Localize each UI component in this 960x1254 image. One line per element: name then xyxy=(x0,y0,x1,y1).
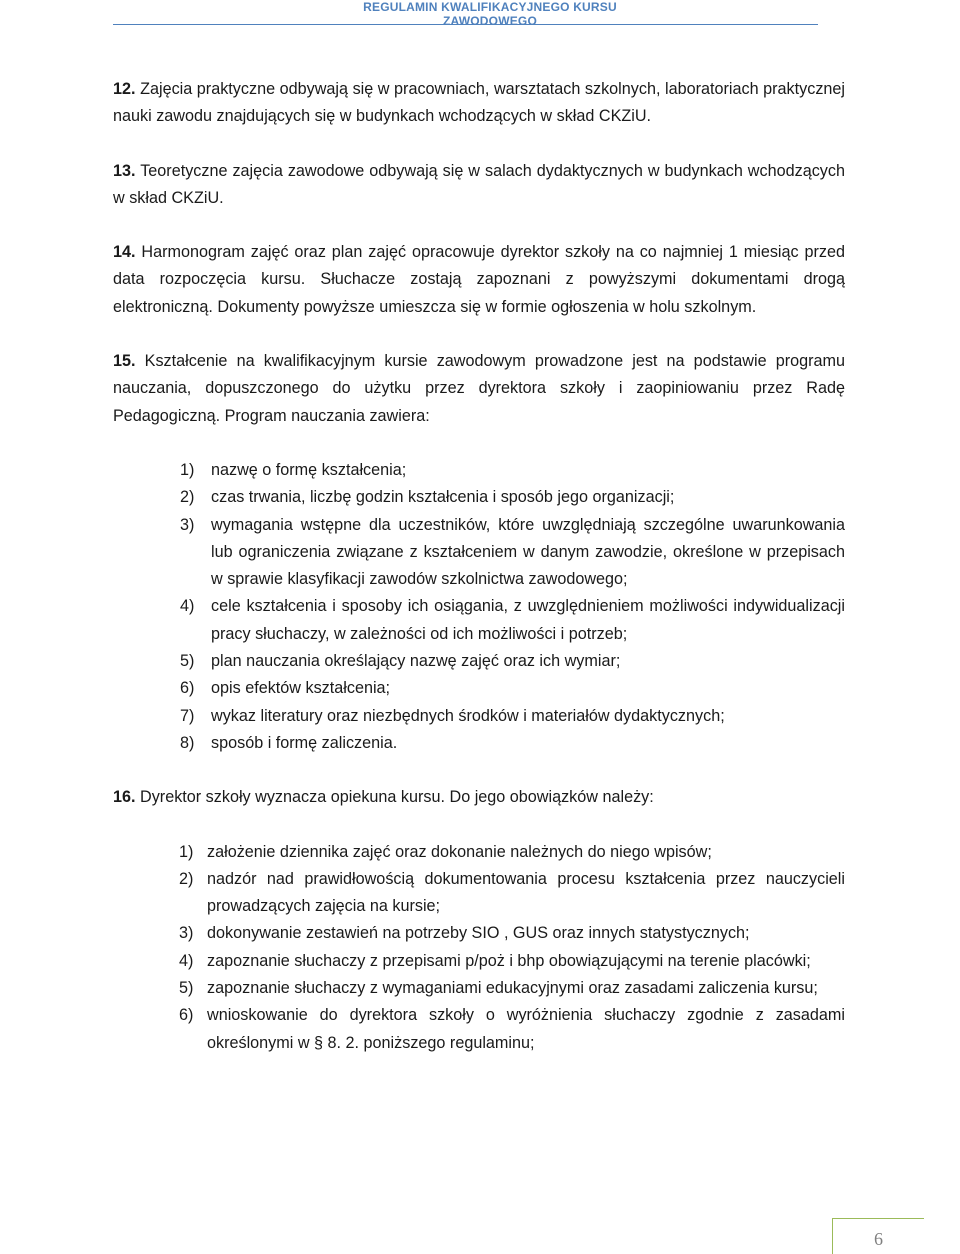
section-number: 13. xyxy=(113,161,136,180)
list-marker: 7) xyxy=(180,706,195,725)
list-item xyxy=(113,593,845,648)
list-marker: 3) xyxy=(179,924,194,943)
list-item-text: czas trwania, liczbę godzin kształcenia i sposób jego organizacji; xyxy=(211,488,675,507)
list-item xyxy=(113,512,845,594)
list-marker: 5) xyxy=(180,652,195,671)
list-marker: 8) xyxy=(180,733,195,752)
section-13 xyxy=(113,158,845,213)
list-item-text: cele kształcenia i sposoby ich osiągania, z uwzględnieniem możliwości indywidualizacji pracy słuchaczy, w zależności od ich możliwości i potrzeb; xyxy=(211,597,845,643)
section-number: 14. xyxy=(113,243,136,262)
section-number: 16. xyxy=(113,788,136,807)
list-item xyxy=(113,948,845,975)
section-text: Zajęcia praktyczne odbywają się w pracowniach, warsztatach szkolnych, laboratoriach praktycznej nauki zawodu znajdujących się w budynkach wchodzących w skład CKZiU. xyxy=(113,80,846,126)
list-item-text: zapoznanie słuchaczy z wymaganiami edukacyjnymi oraz zasadami zaliczenia kursu; xyxy=(207,979,818,998)
page-number: 6 xyxy=(832,1218,924,1254)
list-marker: 5) xyxy=(179,979,194,998)
list-item-text: opis efektów kształcenia; xyxy=(211,679,391,698)
section-text: Harmonogram zajęć oraz plan zajęć opracowuje dyrektor szkoły na co najmniej 1 miesiąc przed data rozpoczęcia kursu. Słuchacze zostają zapoznani z powyższymi dokumentami drogą elektroniczną. Dokumenty powyższe umieszcza się w formie ogłoszenia w holu szkolnym. xyxy=(113,243,845,316)
list-item xyxy=(113,484,845,511)
list-item-text: wnioskowanie do dyrektora szkoły o wyróżnienia słuchaczy zgodnie z zasadami określonymi w § 8. 2. poniższego regulaminu; xyxy=(207,1006,845,1052)
list-item-text: dokonywanie zestawień na potrzeby SIO , GUS oraz innych statystycznych; xyxy=(207,924,750,943)
section-16-list xyxy=(113,839,845,1057)
list-marker: 2) xyxy=(180,488,195,507)
list-item xyxy=(113,457,845,484)
list-item-text: wykaz literatury oraz niezbędnych środków i materiałów dydaktycznych; xyxy=(211,706,725,725)
list-marker: 2) xyxy=(179,869,194,888)
list-item xyxy=(113,839,845,866)
list-marker: 3) xyxy=(180,515,195,534)
section-text: Kształcenie na kwalifikacyjnym kursie zawodowym prowadzone jest na podstawie programu nauczania, dopuszczonego do użytku przez dyrektora szkoły i zaopiniowaniu przez Radę Pedagogiczną. Program nauczania zawiera: xyxy=(113,352,845,425)
list-item xyxy=(113,920,845,947)
list-marker: 6) xyxy=(180,679,195,698)
section-12 xyxy=(113,76,845,131)
list-item xyxy=(113,703,845,730)
section-text: Teoretyczne zajęcia zawodowe odbywają się w salach dydaktycznych w budynkach wchodzących w skład CKZiU. xyxy=(113,161,845,207)
running-header-title: REGULAMIN KWALIFIKACYJNEGO KURSU ZAWODOWEGO xyxy=(363,0,617,28)
section-number: 12. xyxy=(113,80,136,98)
list-item-text: plan nauczania określający nazwę zajęć oraz ich wymiar; xyxy=(211,652,621,671)
list-marker: 1) xyxy=(179,842,194,861)
list-item xyxy=(113,975,845,1002)
list-marker: 4) xyxy=(180,597,195,616)
list-item-text: nazwę o formę kształcenia; xyxy=(211,460,407,479)
list-item-text: sposób i formę zaliczenia. xyxy=(211,733,398,752)
section-16 xyxy=(113,784,845,811)
section-15-list xyxy=(113,457,845,757)
list-item xyxy=(113,866,845,921)
list-item xyxy=(113,730,845,757)
header-rule xyxy=(113,24,818,25)
section-15 xyxy=(113,348,845,430)
list-item-text: wymagania wstępne dla uczestników, które uwzględniają szczególne uwarunkowania lub ograniczenia związane z kształceniem w danym zawodzie, określone w przepisach w sprawie klasyfikacji zawodów szkolnictwa zawodowego; xyxy=(211,515,845,589)
section-text: Dyrektor szkoły wyznacza opiekuna kursu. Do jego obowiązków należy: xyxy=(140,788,654,807)
document-body xyxy=(113,76,845,1057)
list-marker: 6) xyxy=(179,1006,194,1025)
list-marker: 1) xyxy=(180,460,195,479)
section-number: 15. xyxy=(113,352,136,371)
section-14 xyxy=(113,239,845,321)
list-item-text: nadzór nad prawidłowością dokumentowania procesu kształcenia przez nauczycieli prowadzących zajęcia na kursie; xyxy=(207,869,845,916)
list-item-text: zapoznanie słuchaczy z przepisami p/poż i bhp obowiązującymi na terenie placówki; xyxy=(207,951,811,970)
list-item-text: założenie dziennika zajęć oraz dokonanie należnych do niego wpisów; xyxy=(207,842,712,861)
list-item xyxy=(113,675,845,702)
list-item xyxy=(113,648,845,675)
list-marker: 4) xyxy=(179,951,194,970)
list-item xyxy=(113,1002,845,1057)
